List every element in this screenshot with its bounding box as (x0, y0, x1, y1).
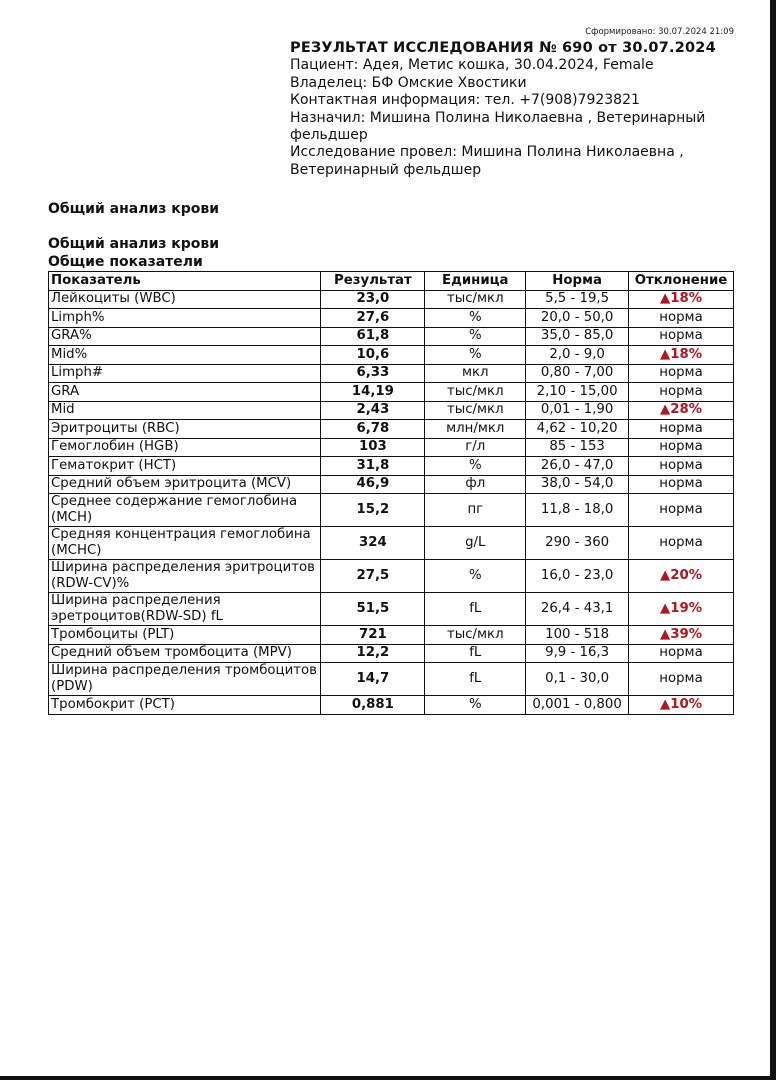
unit-value: тыс/мкл (425, 626, 526, 645)
deviation-value: ▲18% (629, 346, 734, 365)
column-header: Норма (526, 272, 629, 291)
table-row (49, 364, 734, 383)
parameter-name: Mid (49, 401, 321, 420)
norm-range: 38,0 - 54,0 (526, 475, 629, 494)
result-value: 31,8 (321, 457, 425, 476)
norm-range: 5,5 - 19,5 (526, 290, 629, 309)
table-row (49, 494, 734, 527)
deviation-value: норма (629, 364, 734, 383)
parameter-name: Ширина распределения тромбоцитов (PDW) (49, 663, 321, 696)
deviation-value: ▲19% (629, 593, 734, 626)
deviation-value: норма (629, 309, 734, 328)
unit-value: % (425, 309, 526, 328)
result-value: 14,19 (321, 383, 425, 402)
parameter-name: Средний объем эритроцита (MCV) (49, 475, 321, 494)
result-value: 27,6 (321, 309, 425, 328)
result-value: 103 (321, 438, 425, 457)
norm-range: 100 - 518 (526, 626, 629, 645)
result-value: 6,78 (321, 420, 425, 439)
norm-range: 16,0 - 23,0 (526, 560, 629, 593)
unit-value: пг (425, 494, 526, 527)
table-row (49, 309, 734, 328)
parameter-name: Ширина распределения эритроцитов (RDW-CV)% (49, 560, 321, 593)
unit-value: fL (425, 644, 526, 663)
table-row (49, 696, 734, 715)
unit-value: % (425, 560, 526, 593)
parameter-name: Тромбоциты (PLT) (49, 626, 321, 645)
parameter-name: Тромбокрит (PCT) (49, 696, 321, 715)
assigned-by: Назначил: Мишина Полина Николаевна , Ветеринарный фельдшер (290, 109, 706, 144)
parameter-name: Гемоглобин (HGB) (49, 438, 321, 457)
table-row (49, 527, 734, 560)
parameter-name: Средняя концентрация гемоглобина (MCHC) (49, 527, 321, 560)
result-value: 6,33 (321, 364, 425, 383)
section-title: Общий анализ крови (48, 201, 220, 217)
norm-range: 2,10 - 15,00 (526, 383, 629, 402)
result-value: 27,5 (321, 560, 425, 593)
deviation-value: норма (629, 663, 734, 696)
column-header: Показатель (49, 272, 321, 291)
generated-timestamp: Сформировано: 30.07.2024 21:09 (585, 27, 734, 37)
norm-range: 0,80 - 7,00 (526, 364, 629, 383)
group-title: Общие показатели (48, 254, 203, 270)
result-value: 2,43 (321, 401, 425, 420)
result-value: 51,5 (321, 593, 425, 626)
table-row (49, 401, 734, 420)
deviation-value: норма (629, 527, 734, 560)
parameter-name: GRA% (49, 327, 321, 346)
unit-value: g/L (425, 527, 526, 560)
deviation-value: ▲18% (629, 290, 734, 309)
table-row (49, 475, 734, 494)
deviation-value: ▲39% (629, 626, 734, 645)
result-value: 10,6 (321, 346, 425, 365)
table-row (49, 593, 734, 626)
parameter-name: Mid% (49, 346, 321, 365)
table-row (49, 560, 734, 593)
results-table (48, 271, 734, 715)
contact-info: Контактная информация: тел. +7(908)7923821 (290, 92, 640, 109)
table-row (49, 420, 734, 439)
column-header: Отклонение (629, 272, 734, 291)
subsection-title: Общий анализ крови (48, 236, 220, 252)
unit-value: г/л (425, 438, 526, 457)
parameter-name: Эритроциты (RBC) (49, 420, 321, 439)
unit-value: fL (425, 593, 526, 626)
unit-value: % (425, 327, 526, 346)
parameter-name: Лейкоциты (WBC) (49, 290, 321, 309)
parameter-name: Гематокрит (HCT) (49, 457, 321, 476)
result-value: 23,0 (321, 290, 425, 309)
result-value: 0,881 (321, 696, 425, 715)
result-value: 46,9 (321, 475, 425, 494)
table-row (49, 327, 734, 346)
unit-value: % (425, 457, 526, 476)
unit-value: мкл (425, 364, 526, 383)
deviation-value: норма (629, 644, 734, 663)
unit-value: % (425, 696, 526, 715)
norm-range: 4,62 - 10,20 (526, 420, 629, 439)
norm-range: 11,8 - 18,0 (526, 494, 629, 527)
table-row (49, 438, 734, 457)
parameter-name: Ширина распределения эретроцитов(RDW-SD) fL (49, 593, 321, 626)
page-edge-bottom (0, 1076, 776, 1080)
parameter-name: Limph# (49, 364, 321, 383)
table-row (49, 290, 734, 309)
deviation-value: норма (629, 475, 734, 494)
report-header (290, 40, 730, 179)
norm-range: 0,1 - 30,0 (526, 663, 629, 696)
unit-value: % (425, 346, 526, 365)
unit-value: млн/мкл (425, 420, 526, 439)
deviation-value: ▲28% (629, 401, 734, 420)
norm-range: 85 - 153 (526, 438, 629, 457)
table-header-row (49, 272, 734, 291)
norm-range: 26,0 - 47,0 (526, 457, 629, 476)
norm-range: 9,9 - 16,3 (526, 644, 629, 663)
result-value: 12,2 (321, 644, 425, 663)
patient-info: Пациент: Адея, Метис кошка, 30.04.2024, Female (290, 57, 654, 74)
table-row (49, 383, 734, 402)
deviation-value: норма (629, 327, 734, 346)
parameter-name: Среднее содержание гемоглобина (MCH) (49, 494, 321, 527)
norm-range: 26,4 - 43,1 (526, 593, 629, 626)
deviation-value: норма (629, 457, 734, 476)
deviation-value: норма (629, 494, 734, 527)
norm-range: 20,0 - 50,0 (526, 309, 629, 328)
unit-value: тыс/мкл (425, 290, 526, 309)
norm-range: 290 - 360 (526, 527, 629, 560)
table-row (49, 626, 734, 645)
deviation-value: норма (629, 438, 734, 457)
deviation-value: норма (629, 420, 734, 439)
page-edge-right (770, 0, 776, 1080)
parameter-name: Limph% (49, 309, 321, 328)
owner-info: Владелец: БФ Омские Хвостики (290, 74, 527, 91)
deviation-value: ▲10% (629, 696, 734, 715)
parameter-name: Средний объем тромбоцита (MPV) (49, 644, 321, 663)
unit-value: фл (425, 475, 526, 494)
table-row (49, 663, 734, 696)
result-value: 324 (321, 527, 425, 560)
table-row (49, 457, 734, 476)
table-row (49, 346, 734, 365)
deviation-value: норма (629, 383, 734, 402)
deviation-value: ▲20% (629, 560, 734, 593)
result-value: 721 (321, 626, 425, 645)
norm-range: 35,0 - 85,0 (526, 327, 629, 346)
unit-value: fL (425, 663, 526, 696)
unit-value: тыс/мкл (425, 401, 526, 420)
result-value: 14,7 (321, 663, 425, 696)
result-value: 15,2 (321, 494, 425, 527)
performed-by: Исследование провел: Мишина Полина Николаевна , Ветеринарный фельдшер (290, 144, 684, 178)
report-title: РЕЗУЛЬТАТ ИССЛЕДОВАНИЯ № 690 от 30.07.2024 (290, 40, 716, 56)
unit-value: тыс/мкл (425, 383, 526, 402)
parameter-name: GRA (49, 383, 321, 402)
table-row (49, 644, 734, 663)
column-header: Результат (321, 272, 425, 291)
result-value: 61,8 (321, 327, 425, 346)
column-header: Единица (425, 272, 526, 291)
norm-range: 0,01 - 1,90 (526, 401, 629, 420)
norm-range: 2,0 - 9,0 (526, 346, 629, 365)
norm-range: 0,001 - 0,800 (526, 696, 629, 715)
